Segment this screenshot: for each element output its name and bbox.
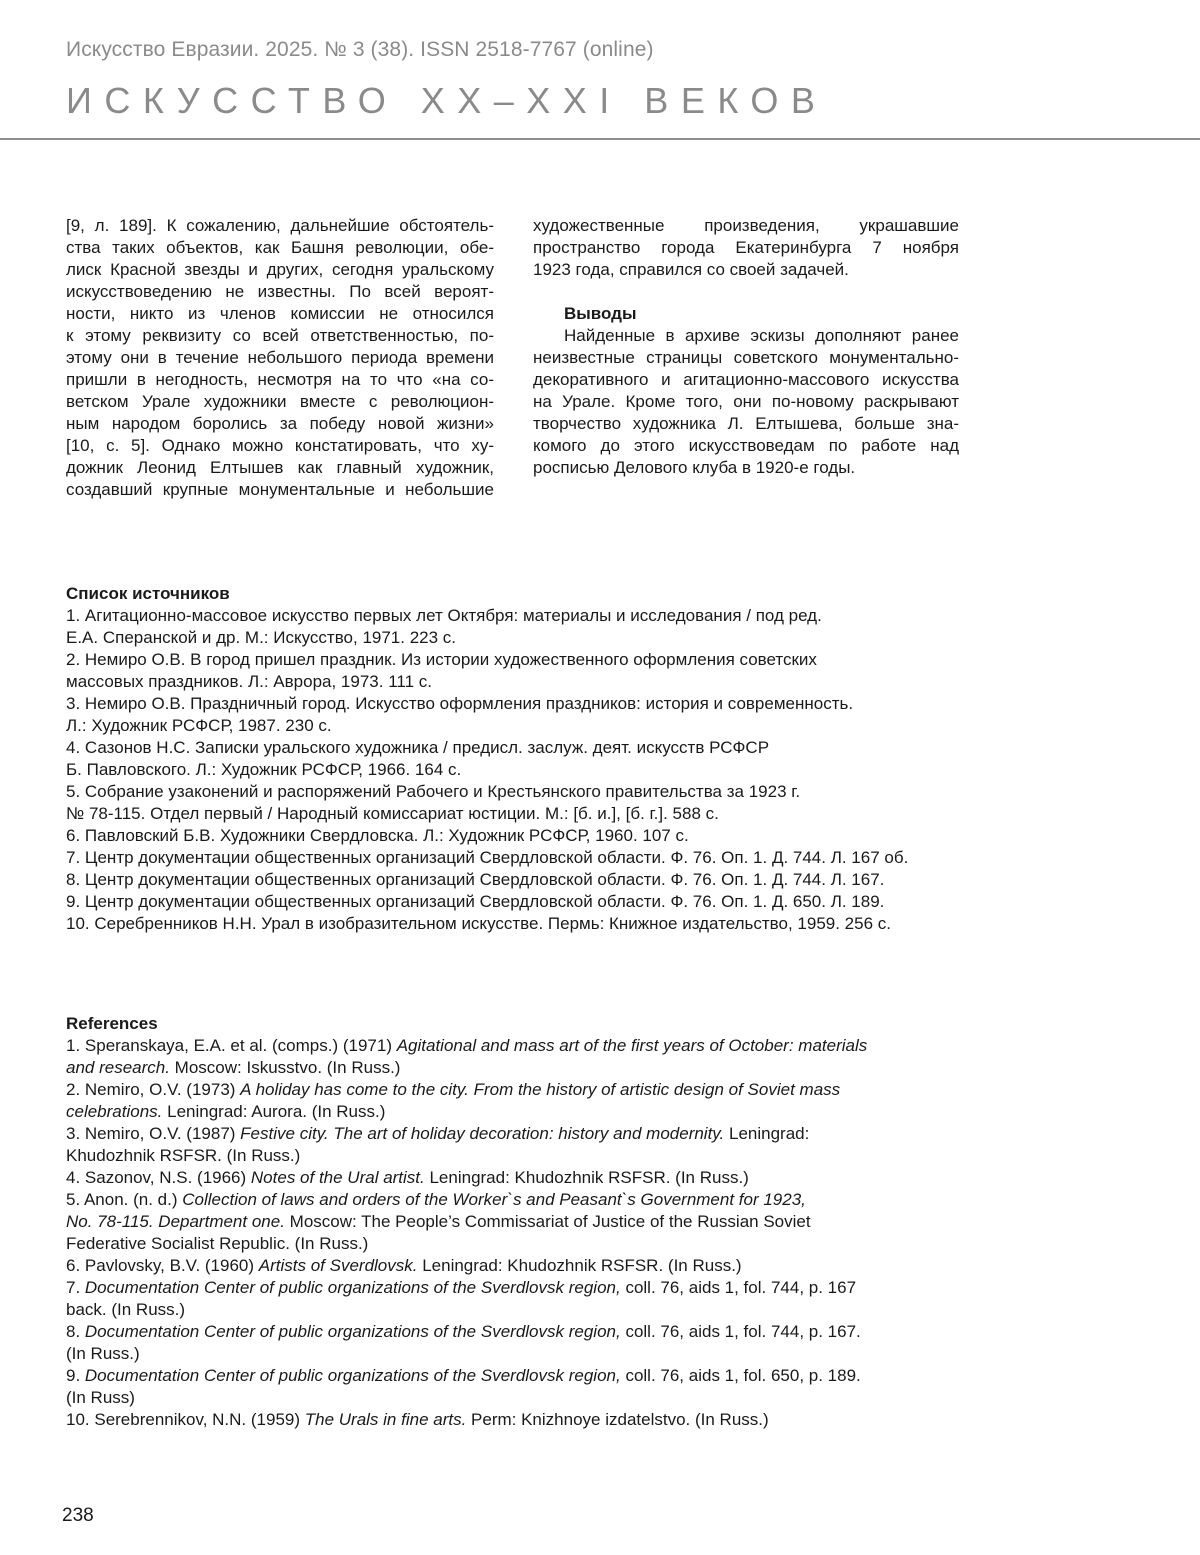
body-line: ности, никто из членов комиссии не относился	[66, 304, 494, 323]
body-line: пространство города Екатеринбурга 7 ноября	[533, 238, 959, 257]
body-column-right	[533, 215, 959, 479]
reference-line	[66, 1277, 966, 1299]
reference-line	[66, 1211, 966, 1233]
reference-line	[66, 1189, 966, 1211]
reference-line	[66, 1387, 966, 1409]
source-line: 2. Немиро О.В. В город пришел праздник. Из истории художественного оформления советских	[66, 650, 817, 669]
body-line: к этому реквизиту со всей ответственностью, по-	[66, 326, 494, 345]
continuation-paragraph	[533, 215, 959, 281]
reference-text: Perm: Knizhnoye izdatelstvo. (In Russ.)	[466, 1410, 769, 1429]
reference-text: Leningrad: Aurora. (In Russ.)	[162, 1102, 386, 1121]
reference-text: (In Russ.)	[66, 1344, 140, 1363]
body-line: 1923 года, справился со своей задачей.	[533, 260, 849, 279]
body-line: Найденные в архиве эскизы дополняют ранее	[564, 326, 959, 345]
reference-text: Moscow: Iskusstvo. (In Russ.)	[169, 1058, 401, 1077]
reference-title: and research.	[66, 1058, 170, 1077]
body-line: на Урале. Кроме того, они по-новому раскрывают	[533, 392, 959, 411]
reference-title: A holiday has come to the city. From the history of artistic design of Soviet mass	[240, 1080, 841, 1099]
source-line: Е.А. Сперанской и др. М.: Искусство, 1971. 223 с.	[66, 628, 457, 647]
body-column-left	[66, 215, 494, 501]
source-line: Л.: Художник РСФСР, 1987. 230 с.	[66, 716, 332, 735]
reference-text: 8.	[66, 1322, 85, 1341]
references-list	[66, 1013, 966, 1431]
reference-line	[66, 1255, 966, 1277]
reference-title: Artists of Sverdlovsk.	[258, 1256, 418, 1275]
source-line: № 78-115. Отдел первый / Народный комиссариат юстиции. М.: [б. и.], [б. г.]. 588 с.	[66, 804, 719, 823]
source-line: 1. Агитационно-массовое искусство первых лет Октября: материалы и исследования / под ред.	[66, 606, 822, 625]
body-line: творчество художника Л. Елтышева, больше зна-	[533, 414, 959, 433]
reference-title: The Urals in fine arts.	[304, 1410, 467, 1429]
source-line: Б. Павловского. Л.: Художник РСФСР, 1966. 164 с.	[66, 760, 462, 779]
sources-heading: Список источников	[66, 584, 230, 603]
reference-text: coll. 76, aids 1, fol. 744, p. 167.	[620, 1322, 861, 1341]
reference-line	[66, 1057, 966, 1079]
body-line: [9, л. 189]. К сожалению, дальнейшие обстоятель-	[66, 216, 494, 235]
references-heading: References	[66, 1014, 158, 1033]
page-number: 238	[62, 1505, 94, 1526]
reference-line	[66, 1233, 966, 1255]
conclusions-heading: Выводы	[564, 304, 637, 323]
reference-text: Leningrad: Khudozhnik RSFSR. (In Russ.)	[424, 1168, 749, 1187]
body-line: пришли в негодность, несмотря на то что «на со-	[66, 370, 494, 389]
conclusions-paragraph	[533, 325, 959, 479]
reference-text: Federative Socialist Republic. (In Russ.)	[66, 1234, 369, 1253]
section-title: ИСКУССТВО XX–XXI ВЕКОВ	[66, 80, 828, 121]
source-line: 6. Павловский Б.В. Художники Свердловска. Л.: Художник РСФСР, 1960. 107 с.	[66, 826, 689, 845]
reference-text: 1. Speranskaya, E.A. et al. (comps.) (1971)	[66, 1036, 397, 1055]
body-line: комого до этого искусствоведам по работе над	[533, 436, 959, 455]
source-line: 4. Сазонов Н.С. Записки уральского художника / предисл. заслуж. деят. искусств РСФСР	[66, 738, 770, 757]
source-line: 8. Центр документации общественных организаций Свердловской области. Ф. 76. Оп. 1. Д. 744. Л. 167.	[66, 870, 885, 889]
reference-title: No. 78-115. Department one.	[66, 1212, 285, 1231]
reference-text: (In Russ)	[66, 1388, 135, 1407]
reference-title: Documentation Center of public organizations of the Sverdlovsk region,	[84, 1278, 621, 1297]
reference-title: Collection of laws and orders of the Worker`s and Peasant`s Government for 1923,	[182, 1190, 806, 1209]
source-line: 10. Серебренников Н.Н. Урал в изобразительном искусстве. Пермь: Книжное издательство, 1959. 256 с.	[66, 914, 891, 933]
body-line: ветском Урале художники вместе с революцион-	[66, 392, 494, 411]
body-line: создавший крупные монументальные и небольшие	[66, 480, 494, 499]
body-line: декоративного и агитационно-массового искусства	[533, 370, 959, 389]
header-divider	[0, 138, 1200, 140]
reference-line	[66, 1145, 966, 1167]
reference-text: Leningrad: Khudozhnik RSFSR. (In Russ.)	[417, 1256, 742, 1275]
reference-text: 5. Anon. (n. d.)	[66, 1190, 183, 1209]
body-line: ства таких объектов, как Башня революции, обе-	[66, 238, 494, 257]
reference-text: 2. Nemiro, O.V. (1973)	[66, 1080, 241, 1099]
reference-line	[66, 1079, 966, 1101]
reference-title: Notes of the Ural artist.	[250, 1168, 425, 1187]
source-line: 3. Немиро О.В. Праздничный город. Искусство оформления праздников: история и современность.	[66, 694, 854, 713]
reference-text: 4. Sazonov, N.S. (1966)	[66, 1168, 251, 1187]
reference-text: Moscow: The People’s Commissariat of Justice of the Russian Soviet	[284, 1212, 811, 1231]
body-line: росписью Делового клуба в 1920-е годы.	[533, 458, 856, 477]
reference-text: 3. Nemiro, O.V. (1987)	[66, 1124, 241, 1143]
reference-line	[66, 1365, 966, 1387]
reference-text: 9.	[66, 1366, 85, 1385]
reference-line	[66, 1101, 966, 1123]
reference-text: coll. 76, aids 1, fol. 744, p. 167	[620, 1278, 857, 1297]
reference-text: back. (In Russ.)	[66, 1300, 186, 1319]
reference-line	[66, 1167, 966, 1189]
sources-list	[66, 583, 966, 935]
reference-title: celebrations.	[66, 1102, 163, 1121]
body-line: дожник Леонид Елтышев как главный художник,	[66, 458, 494, 477]
reference-text: 6. Pavlovsky, B.V. (1960)	[66, 1256, 259, 1275]
reference-text: coll. 76, aids 1, fol. 650, p. 189.	[620, 1366, 861, 1385]
reference-line	[66, 1035, 966, 1057]
source-line: 7. Центр документации общественных организаций Свердловской области. Ф. 76. Оп. 1. Д. 744. Л. 167 об.	[66, 848, 909, 867]
body-line: ным народом боролись за победу новой жизни»	[66, 414, 494, 433]
reference-title: Agitational and mass art of the first years of October: materials	[396, 1036, 868, 1055]
reference-title: Documentation Center of public organizations of the Sverdlovsk region,	[84, 1366, 621, 1385]
source-line: 9. Центр документации общественных организаций Свердловской области. Ф. 76. Оп. 1. Д. 650. Л. 189.	[66, 892, 885, 911]
body-line: неизвестные страницы советского монументально-	[533, 348, 959, 367]
reference-text: Leningrad:	[724, 1124, 810, 1143]
reference-line	[66, 1343, 966, 1365]
source-line: массовых праздников. Л.: Аврора, 1973. 111 с.	[66, 672, 432, 691]
reference-text: 7.	[66, 1278, 85, 1297]
reference-text: Khudozhnik RSFSR. (In Russ.)	[66, 1146, 301, 1165]
reference-title: Festive city. The art of holiday decoration: history and modernity.	[240, 1124, 725, 1143]
reference-line	[66, 1299, 966, 1321]
body-line: искусствоведению не известны. По всей вероят-	[66, 282, 494, 301]
reference-line	[66, 1321, 966, 1343]
body-line: художественные произведения, украшавшие	[533, 216, 959, 235]
reference-title: Documentation Center of public organizations of the Sverdlovsk region,	[84, 1322, 621, 1341]
journal-citation: Искусство Евразии. 2025. № 3 (38). ISSN 2518-7767 (online)	[66, 38, 654, 61]
source-line: 5. Собрание узаконений и распоряжений Рабочего и Крестьянского правительства за 1923 г.	[66, 782, 801, 801]
reference-line	[66, 1409, 966, 1431]
reference-line	[66, 1123, 966, 1145]
body-line: [10, с. 5]. Однако можно констатировать, что ху-	[66, 436, 494, 455]
body-line: этому они в течение небольшого периода времени	[66, 348, 494, 367]
reference-text: 10. Serebrennikov, N.N. (1959)	[66, 1410, 305, 1429]
body-line: лиск Красной звезды и других, сегодня уральскому	[66, 260, 494, 279]
